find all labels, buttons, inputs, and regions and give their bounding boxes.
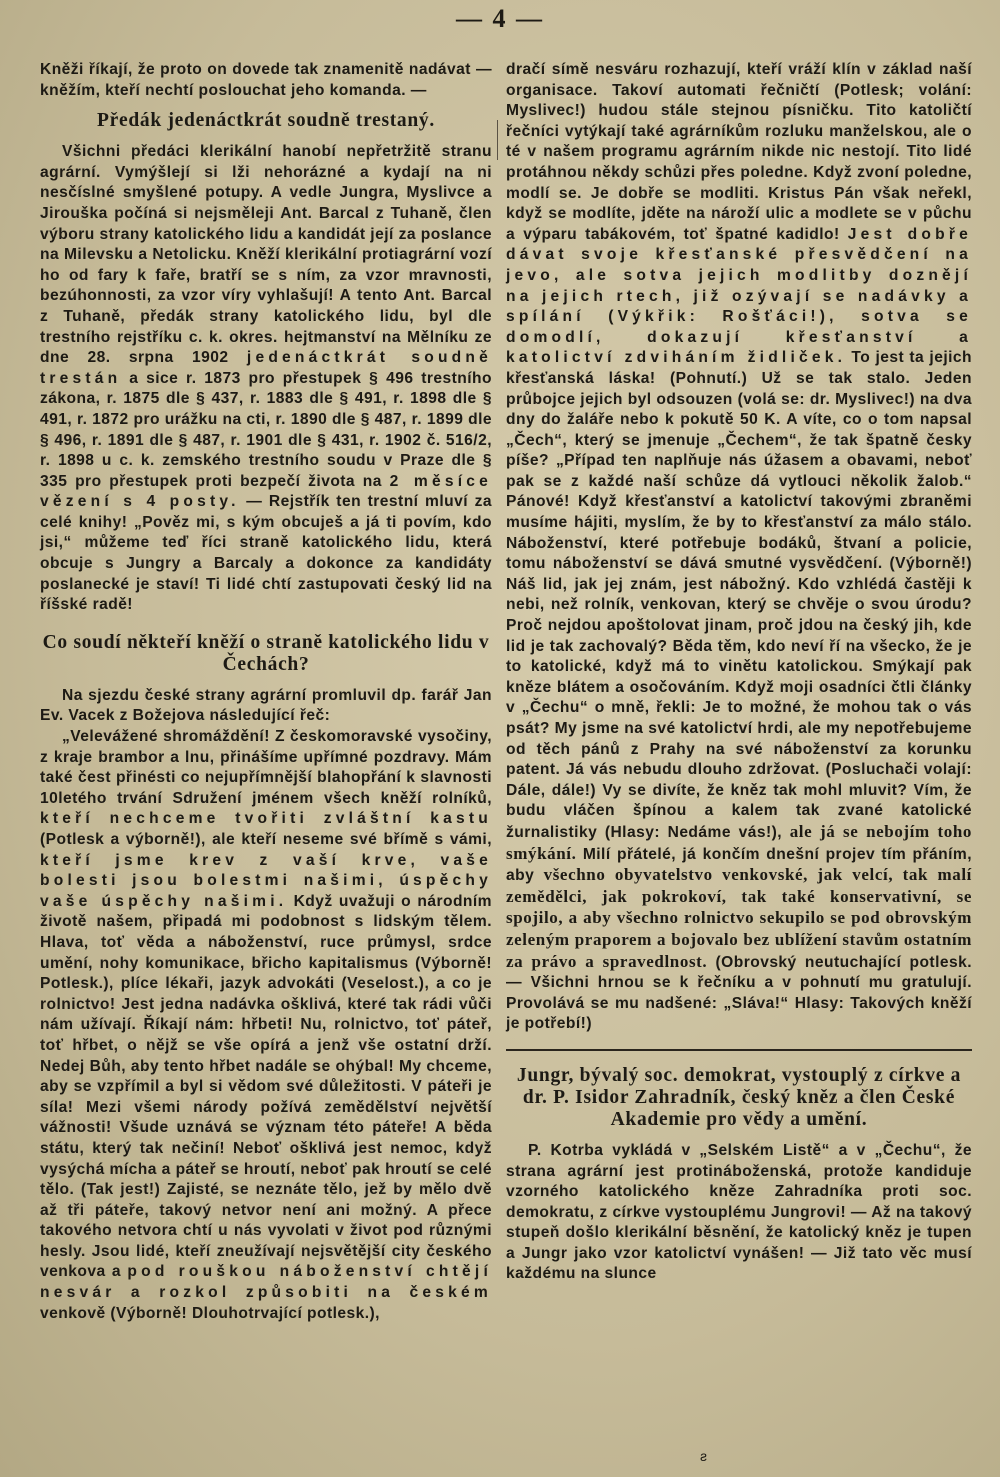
text-span: „Velevážené shromáždění! Z českomoravské vysočiny, z kraje brambor a lnu, přinášíme upřímné pozdravy. Mám také čest přinésti co nejupřímnější blahopřání k slavnosti 10letého trvání Sdružení jménem všech kněží rolníků,: [40, 728, 492, 807]
text-span: a sice r. 1873 pro přestupek § 496 trestního zákona, r. 1875 dle § 437, r. 1883 dle § 491, r. 1898 dle § 491, r. 1872 pro urážku na cti, r. 1890 dle § 487, r. 1899 dle § 496, r. 1891 dle § 487, r. 1901 dle § 431, r. 1902 č. 516/2, r. 1898 u c. k. zemského trestního soudu v Praze dle § 335 pro přestupek proti bezpečí života na: [40, 369, 492, 490]
text-span: To jest ta jejich křesťanská láska! (Pohnutí.) Už se tak stalo. Jeden průbojce jejich byl odsouzen (volá se: dr. Myslivec!) na dva dny do žaláře nebo k pokutě 50 K. A víte, co o tom napsal „Čech“, který se jmenuje „Čechem“, že tak špatně česky píše? „Případ ten naplňuje nás úžasem a obavami, neboť pak se z každé naší schůze dá vytlouci několik žalob.“ Pánové! Když křesťanství a katolictví takovými zbraněmi musíme hájiti, myslím, že by to křesťanství za málo stálo. Náboženství, které potřebuje bodáků, štvaní a policie, tomu náboženství se dává smutné vysvědčení. (Výborně!) Náš lid, jak jej znám, jest nábožný. Kdo vzhlédá častěji k nebi, než rolník, venkovan, který se chvěje o svou úrodu? Proč nejdou apoštolovat jinam, proč jdou na český jih, kde lid je tak zachovalý? Běda těm, kdo neví ří na všecko, že je to katolické, když má to vinětu katolickou. Smýkají pak kněze blátem a osočováním. Když moji osadníci čtli články v „Čechu“ o mně, řekli: Je to možné, že mohou tak o vás psát? My jsme na své katolictví hrdi, ale my nepotřebujeme od těch pánů z Prahy na své náboženství za korunku patent. Já vás nebudu dlouho zdržovat. (Posluchači volají: Dále, dále!) Vy se divíte, že kněz tak mohl mluvit? Vím, že budu vláčen špínou a kalem tak zvané katolické žurnalistiky (Hlasy: Nedáme vás!),: [506, 349, 972, 841]
emphasized-text: ale já se nebojím toho smýkání.: [506, 821, 972, 863]
text-span: — Rejstřík ten trestní mluví za celé knihy! „Pověz mi, s kým obcuješ a já ti povím, kdo jsi,“ můžeme teď říci straně katolického lidu, která obcuje s Jungry a Barcaly a dokonce za kandidáty poslanecké je staví! Ti lidé chtí zastupovati český lid na říšské radě!: [40, 493, 492, 614]
spaced-text: kteří jsme krev z vaší krve, vaše bolesti jsou bolestmi našimi, úspěchy vaše úspěchy našimi.: [40, 851, 492, 910]
left-paragraph-sjezd: Na sjezdu české strany agrární promluvil dp. farář Jan Ev. Vacek z Božejova následující řeč:: [40, 686, 492, 725]
right-column: [506, 60, 972, 1285]
left-column: [40, 60, 492, 1324]
spaced-text: pod rouškou náboženství chtějí nesvár a rozkol způsobiti na českém: [40, 1263, 492, 1302]
left-paragraph-intro: Kněži říkají, že proto on dovede tak znamenitě nadávat — kněžím, kteří nechtí poslouchat jeho komanda. —: [40, 61, 492, 99]
right-paragraph-kotrba: P. Kotrba vykládá v „Selském Listě“ a v „Čechu“, že strana agrární jest protináboženská, protože kandiduje vzorného katolického kněze Zahradníka proti soc. demokratu, z církve vystouplému Jungrovi! — Až na takový stupeň došlo klerikální běsnění, že katolický kněz je tupen a Jungr jako vzor katolictví vynášen! — Již tato věc musí každému na slunce: [506, 1141, 972, 1283]
heading-predak: Předák jedenáctkrát soudně trestaný.: [97, 110, 435, 132]
text-span: (Obrovský neutuchající potlesk. — Všichni hrnou se k řečníku a v pohnutí mu gratulují. Provolává se mu nadšené: „Sláva!“ Hlasy: Takových kněží je potřebí!): [506, 953, 972, 1033]
text-span: dračí símě nesváru rozhazují, kteří vráží klín v základ naší organisace. Takoví automati řečničtí (Potlesk; volání: Myslivec!) hudou stále stejnou písničku. Tito katoličtí řečníci vytýkají také agrárníkům rozluku manželskou, ale o té v našem programu agrárním nikde nic nestojí. Tito lidé protáhnou někdy schůzi přes poledne. Když zvoní poledne, modlí se. Je dobře se modliti. Kristus Pán však neřekl, když se modlíte, jděte na nároží ulic a modlete se v půchu a výparu tabákovém, toť špatné kadidlo!: [506, 61, 972, 243]
text-span: venkově (Výborně! Dlouhotrvající potlesk.),: [40, 1304, 380, 1322]
left-paragraph-barcal: [40, 142, 492, 616]
text-span: (Potlesk a výborně!), ale kteří neseme své břímě s vámi,: [40, 831, 492, 848]
footer-mark: ƨ: [700, 1448, 707, 1464]
spaced-text: Jest dobře dávat svoje křesťanské přesvědčení na jevo, ale sotva jejich modlitby doznějí na jejich rtech, již ozývají se nadávky a spílání (Výkřik: Rošťáci!), sotva se domodlí, dokazují křesťanství a katolictví zdviháním židliček.: [506, 225, 972, 367]
page-number: — 4 —: [456, 4, 544, 33]
right-paragraph-speech-continued: [506, 60, 972, 1035]
heading-co-soudi: Co soudí někteří kněží o straně katolického lidu v Čechách?: [42, 631, 490, 675]
text-span: Milí přátelé, já končím dnešní projev tím přáním, aby: [506, 845, 972, 885]
text-span: Když uvažuji o národním životě našem, připadá mi podobnost s lidským tělem. Hlava, toť věda a náboženství, ruce průmysl, srdce umění, nohy komunikace, břicho kapitalismus (Výborně! Potlesk.), plíce lékaři, jazyk advokáti (Veselost.), a co je rolnictvo! Jest jedna nadávka ošklivá, které tak rádi vůči nám užívají. Říkají nám: hřbeti! Nu, rolnictvo, toť páteř, toť hřbet, o nějž se vše opírá a jenž vše ostatní drží. Nedej Bůh, aby tento hřbet nadále se ohýbal! My chceme, aby se vzpřímil a byl si vědom své důležitosti. V páteři je síla! Mezi všemi národy požívá zemědělství největší vážnosti! Všude uznává se význam této páteře! A běda státu, který tak nečiní! Neboť ošklivá jest nemoc, když vysýchá mícha a páteř se hroutí, neboť pak hroutí se celé tělo. (Tak jest!) Zajisté, se neznáte tělo, jež by mělo dvě až tři páteře, takový netvor není ani možný. A přece takového netvora chtí u nás vyvolati v život pod různými hesly. Jsou lidé, kteří zneužívají nejsvětější city českého venkova a: [40, 892, 492, 1281]
column-divider: [497, 120, 498, 160]
left-paragraph-speech: [40, 727, 492, 1324]
heading-jungr: Jungr, bývalý soc. demokrat, vystouplý z církve a dr. P. Isidor Zahradník, český kněz a člen České Akademie pro vědy a umění.: [516, 1064, 962, 1130]
spaced-text: jedenáctkrát soudně trestán: [40, 349, 492, 387]
section-rule: [506, 1049, 972, 1051]
spaced-text: kteří nechceme tvořiti zvláštní kastu: [40, 810, 492, 828]
emphasized-text: všechno obyvatelstvo venkovské, jak velcí, tak malí zemědělci, jak pokrokoví, tak také konservativní, se spojilo, a aby všechno rolnictvo sekupilo se pod obrovským zeleným praporem a bojovalo bez ublížení stavům ostatním za právo a spravedlnost.: [506, 865, 972, 971]
spaced-text: 2 měsíce vězení s 4 posty.: [40, 472, 492, 511]
text-span: Všichni předáci klerikální hanobí nepřetržitě stranu agrární. Vymýšlejí si lži nehorázné a kydají na ni nesčíslné smyšlené potupy. A vedle Jungra, Myslivce a Jirouška počíná si nejsměleji Ant. Barcal z Tuhaně, člen výboru strany katolického lidu a kandidát její za poslance na Milevsku a Netolicku. Kněží klerikální protiagrární vozí ho od fary k faře, bratří se s ním, za vzor mravnosti, bezúhonnosti, za vzor víry vyhlašují! A tento Ant. Barcal z Tuhaně, předák strany katolického lidu, byl dle trestního rejstříku c. k. okres. hejtmanství na Mělníku ze dne 28. srpna 1902: [40, 143, 492, 367]
